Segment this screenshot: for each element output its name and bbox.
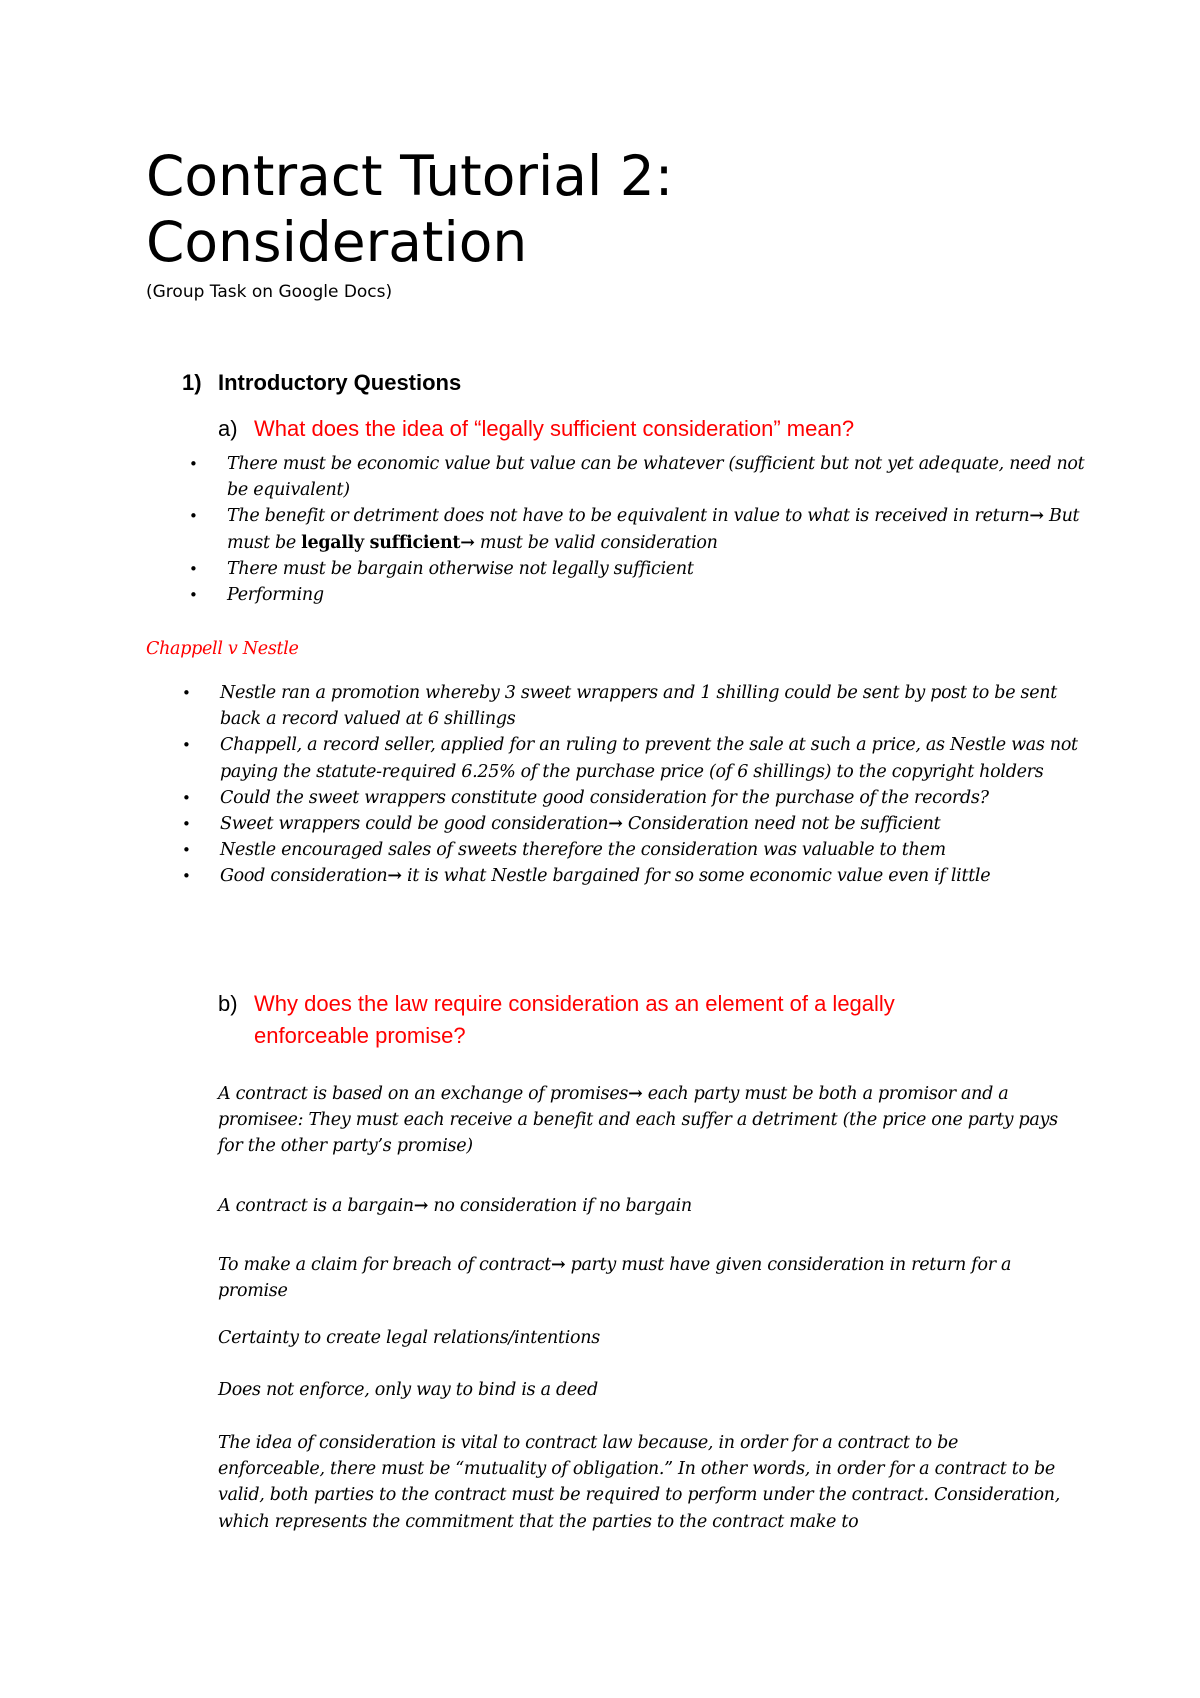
case-title: Chappell v Nestle	[146, 639, 299, 659]
bullet-text: Performing	[227, 585, 324, 606]
bullet-icon: •	[182, 841, 191, 860]
list-item	[189, 556, 1087, 582]
bullet-icon: •	[189, 455, 198, 473]
list-item	[182, 732, 1078, 784]
bullet-icon: •	[189, 586, 198, 605]
bullet-text: There must be bargain otherwise not legally sufficient	[227, 558, 694, 579]
list-item	[189, 582, 1087, 608]
bullet-text: There must be economic value but value can be whatever (sufficient but not yet adequate, need not be equivalent)	[227, 454, 1085, 501]
bullet-text: Nestle ran a promotion whereby 3 sweet wrappers and 1 shilling could be sent by post to be sent back a record valued at 6 shillings	[220, 683, 1057, 730]
bullet-icon: •	[182, 815, 191, 834]
answer-paragraph	[218, 1252, 1068, 1304]
arrow-icon: →	[628, 1084, 643, 1104]
arrow-icon: →	[1029, 506, 1044, 527]
question-b-text-line-2: enforceable promise?	[254, 1023, 466, 1048]
bullet-text: Sweet wrappers could be good consideration	[220, 814, 609, 835]
paragraph-text: A contract is a bargain	[218, 1196, 414, 1216]
paragraph-text: To make a claim for breach of contract	[218, 1255, 551, 1275]
arrow-icon: →	[387, 866, 402, 887]
question-a-label: a)	[218, 416, 238, 441]
paragraph-text: each party must be both a promisor and a promisee: They must each receive a benefit and each suffer a detriment (the price one party pays for the other party’s promise)	[218, 1084, 1058, 1157]
bullet-text: Could the sweet wrappers constitute good consideration for the purchase of the records?	[220, 787, 989, 808]
list-item	[189, 503, 1087, 555]
answer-paragraph	[218, 1193, 1068, 1219]
bullet-text: Good consideration	[220, 866, 388, 887]
section-heading-introductory	[182, 370, 461, 396]
list-item	[182, 811, 1078, 837]
list-item	[182, 863, 1078, 889]
bullet-icon: •	[182, 867, 191, 886]
question-b-label: b)	[218, 991, 238, 1016]
arrow-icon: →	[460, 532, 475, 553]
bullet-text-part: must be valid consideration	[479, 532, 718, 553]
section-heading-text: Introductory Questions	[218, 370, 462, 395]
bullet-icon: •	[189, 507, 198, 526]
arrow-icon: →	[413, 1196, 429, 1216]
bullet-text-part: it is what Nestle bargained for so some economic value even if little	[407, 866, 991, 887]
list-item	[182, 785, 1078, 811]
bullet-text: The benefit or detriment does not have to be equivalent in value to what is received in return	[227, 506, 1030, 527]
bullet-text-part: Consideration need not be sufficient	[627, 814, 941, 835]
question-b-text-line-1: Why does the law require consideration as an element of a legally	[254, 991, 895, 1016]
bullet-icon: •	[182, 684, 191, 702]
document-subtitle: (Group Task on Google Docs)	[146, 282, 393, 302]
list-item	[189, 451, 1087, 503]
paragraph-text: no consideration if no bargain	[433, 1196, 692, 1216]
bullet-text: Chappell, a record seller, applied for an ruling to prevent the sale at such a price, as Nestle was not paying the statute-required 6.25% of the purchase price (of 6 shillings) to the copyright holders	[220, 735, 1078, 782]
bullet-icon: •	[189, 559, 198, 578]
answer-paragraph	[218, 1081, 1068, 1160]
question-a-bullet-list	[189, 451, 1087, 608]
answer-paragraph: Certainty to create legal relations/intentions	[218, 1328, 600, 1348]
paragraph-text: party must have given consideration in return for a promise	[218, 1255, 1012, 1302]
document-title	[146, 143, 673, 275]
question-b	[218, 988, 1060, 1052]
paragraph-text: A contract is based on an exchange of promises	[218, 1084, 629, 1104]
bullet-icon: •	[182, 736, 191, 755]
arrow-icon: →	[550, 1255, 566, 1275]
bullet-text-part: But must be	[227, 506, 1080, 553]
question-a	[218, 413, 854, 445]
answer-paragraph: Does not enforce, only way to bind is a deed	[218, 1380, 598, 1400]
list-item	[182, 680, 1078, 732]
bold-term: legally sufficient	[301, 532, 461, 553]
arrow-icon: →	[608, 814, 623, 835]
list-item	[182, 837, 1078, 863]
section-number: 1)	[182, 370, 202, 395]
bullet-icon: •	[182, 788, 191, 807]
case-bullet-list	[182, 680, 1078, 890]
title-line-1: Contract Tutorial 2:	[146, 144, 674, 208]
question-a-text: What does the idea of “legally sufficient consideration” mean?	[254, 416, 855, 441]
title-line-2: Consideration	[146, 210, 528, 274]
answer-paragraph: The idea of consideration is vital to contract law because, in order for a contract to be enforceable, there must be “mutuality of obligation.” In other words, in order for a contract to be valid, both parties to the contract must be required to perform under the contract. Consideration, which represents the commitment that the parties to the contract make to	[218, 1433, 1060, 1532]
bullet-text: Nestle encouraged sales of sweets therefore the consideration was valuable to them	[220, 840, 946, 861]
